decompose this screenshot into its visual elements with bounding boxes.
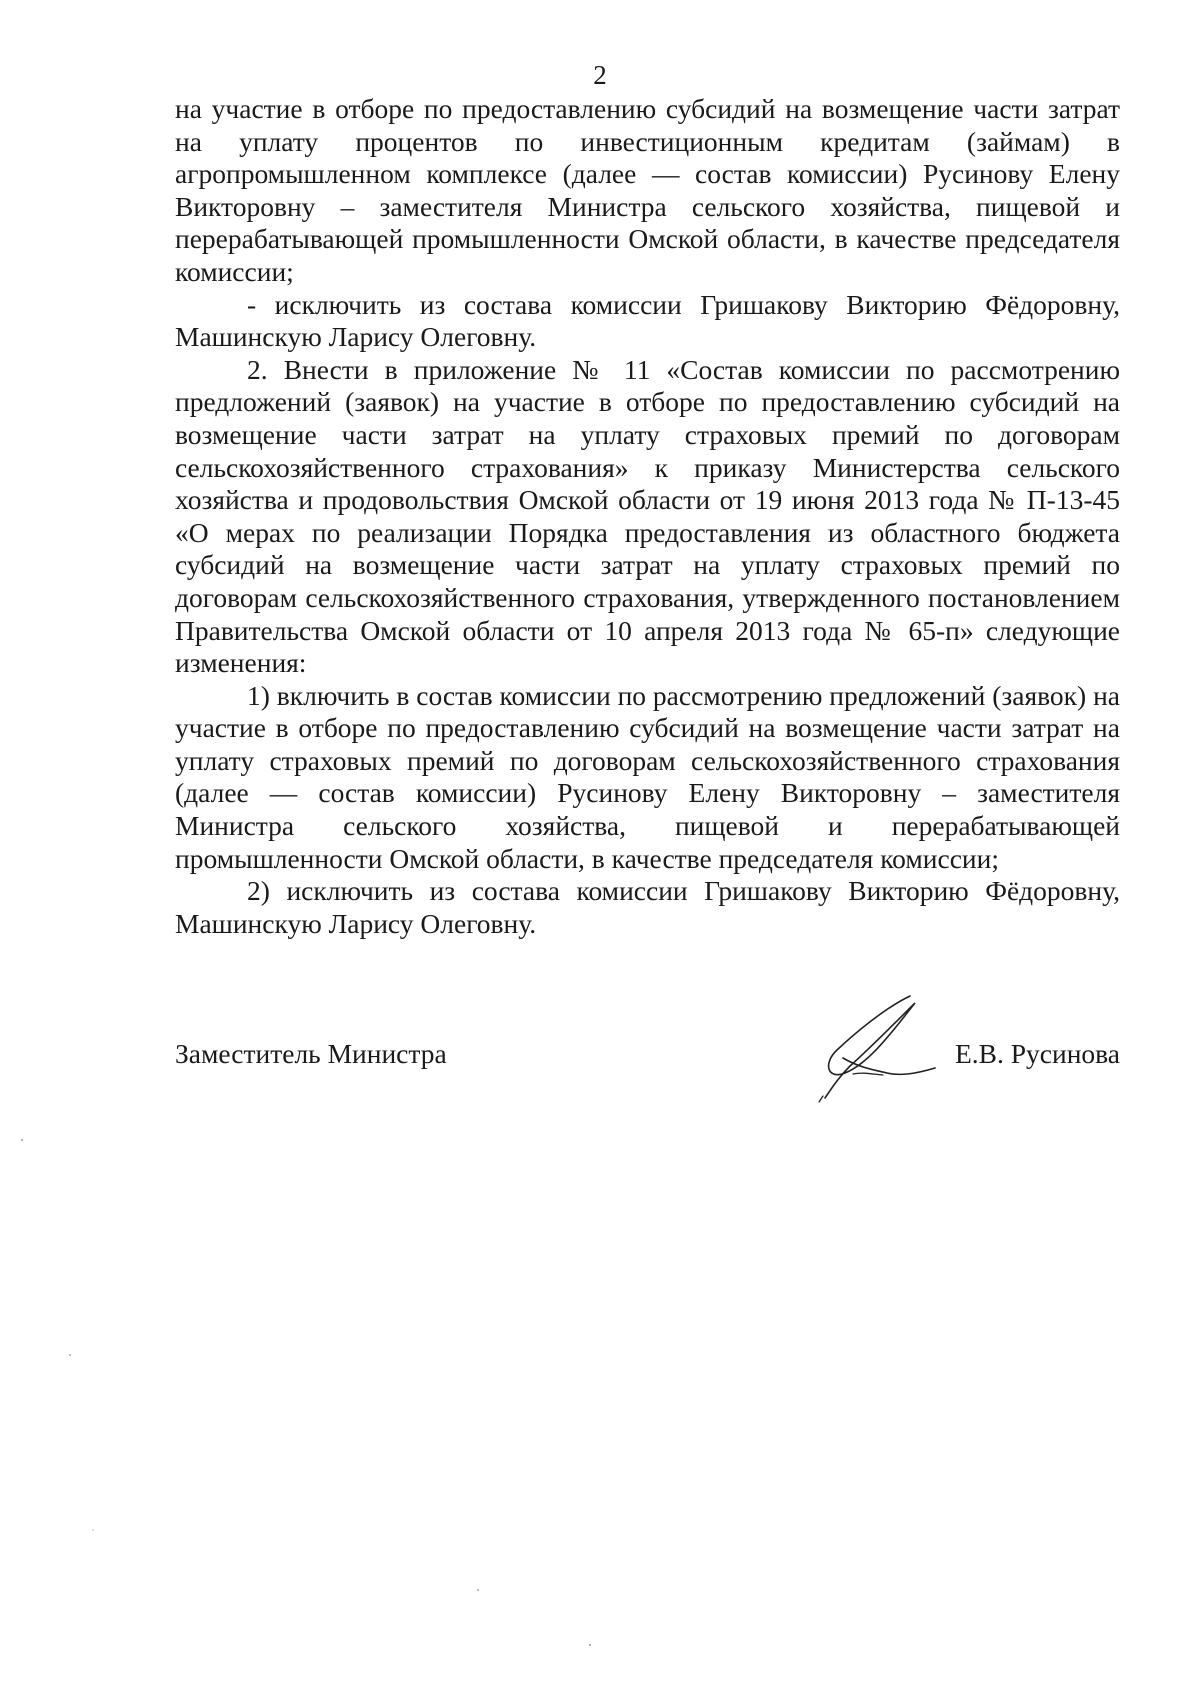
- signature-block: [175, 1038, 1120, 1078]
- paragraph-subitem-1: 1) включить в состав комиссии по рассмотрению предложений (заявок) на участие в отборе по предоставлению субсидий на возмещение части затрат на уплату страховых премий по договорам сельскохозяйственного страхования (далее — состав комиссии) Русинову Елену Викторовну – заместителя Министра сельского хозяйства, пищевой и перерабатывающей промышленности Омской области, в качестве председателя комиссии;: [175, 679, 1120, 874]
- signatory-title: Заместитель Министра: [175, 1038, 447, 1069]
- handwritten-signature-icon: [815, 988, 955, 1103]
- paragraph-continuation: на участие в отборе по предоставлению субсидий на возмещение части затрат на уплату процентов по инвестиционным кредитам (займам) в агропромышленном комплексе (далее — состав комиссии) Русинову Елену Викторовну – заместителя Министра сельского хозяйства, пищевой и перерабатывающей промышленности Омской области, в качестве председателя комиссии;: [175, 93, 1120, 287]
- paragraph-item-2: 2. Внести в приложение № 11 «Состав комиссии по рассмотрению предложений (заявок) на участие в отборе по предоставлению субсидий на возмещение части затрат на уплату страховых премий по договорам сельскохозяйственного страхования» к приказу Министерства сельского хозяйства и продовольствия Омской области от 19 июня 2013 года № П-13-45 «О мерах по реализации Порядка предоставления из областного бюджета субсидий на возмещение части затрат на уплату страховых премий по договорам сельскохозяйственного страхования, утвержденного постановлением Правительства Омской области от 10 апреля 2013 года № 65-п» следующие изменения:: [175, 353, 1120, 679]
- document-body: [175, 93, 1120, 940]
- page-number: 2: [593, 60, 607, 90]
- paragraph-exclusion-1: - исключить из состава комиссии Гришакову Викторию Фёдоровну, Машинскую Ларису Олеговну.: [175, 288, 1120, 353]
- paragraph-subitem-2: 2) исключить из состава комиссии Гришакову Викторию Фёдоровну, Машинскую Ларису Олеговну.: [175, 875, 1120, 939]
- signatory-name: Е.В. Русинова: [954, 1038, 1120, 1069]
